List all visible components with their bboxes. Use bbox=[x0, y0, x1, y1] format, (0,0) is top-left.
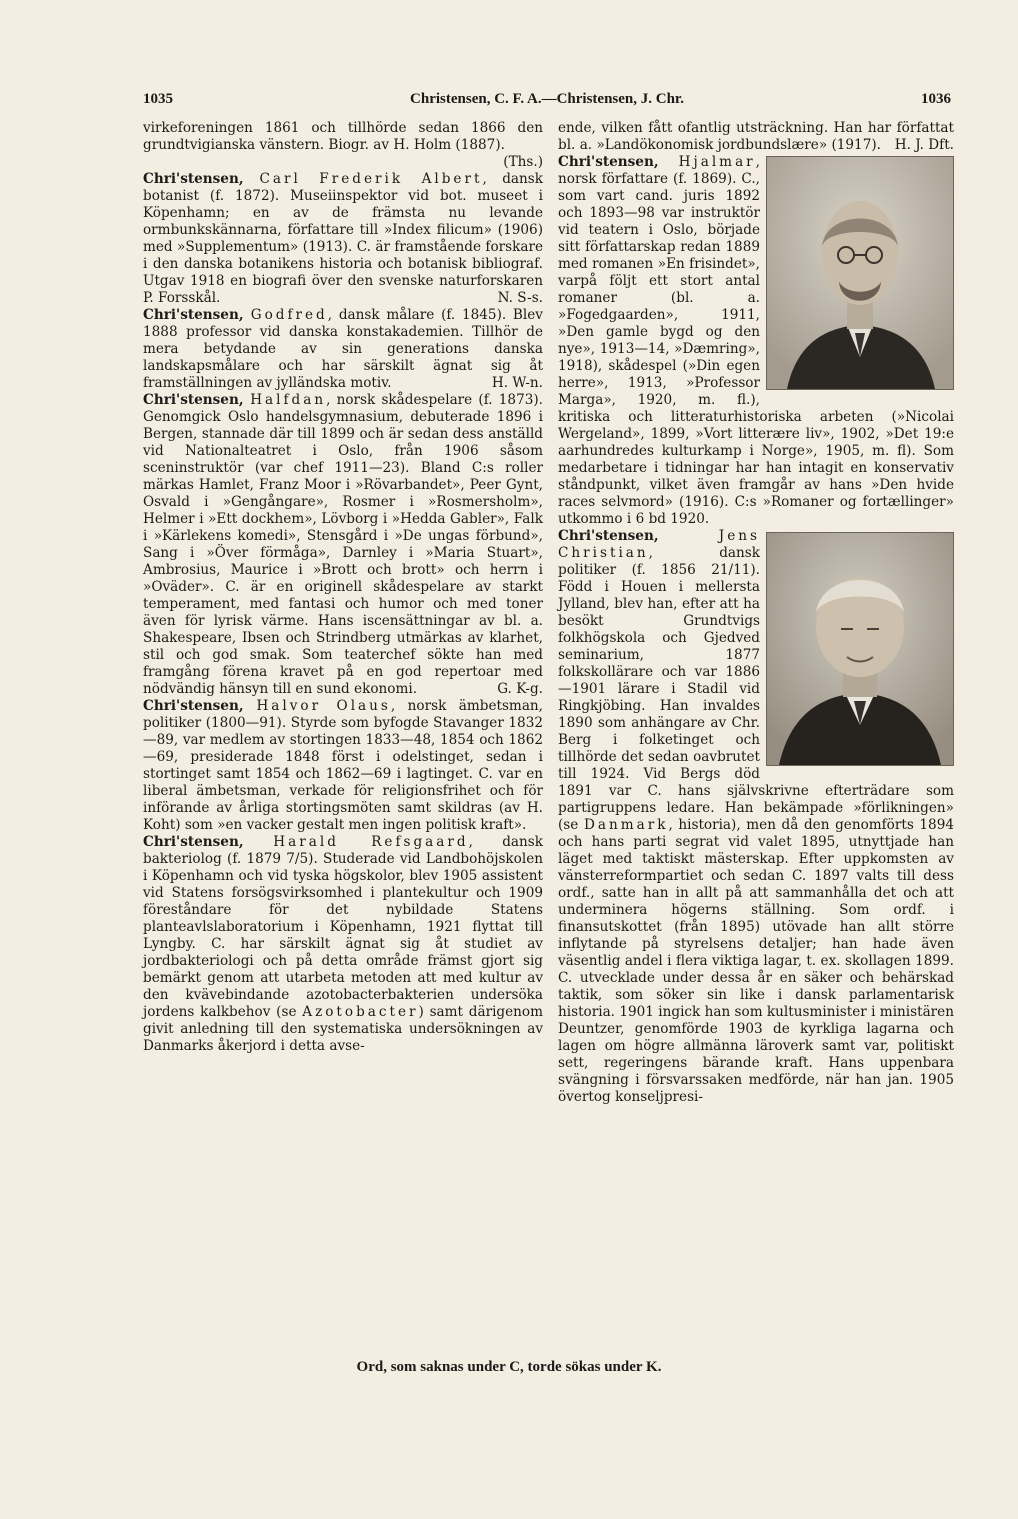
entry-headword: Chri'stensen, bbox=[143, 834, 274, 850]
entry-given-names: Hjalmar bbox=[678, 154, 756, 170]
page-number-right: 1036 bbox=[921, 91, 951, 107]
entry-headword: Chri'stensen, bbox=[558, 528, 719, 544]
entry-headword: Chri'stensen, bbox=[143, 698, 257, 714]
signature: H. W-n. bbox=[491, 375, 543, 391]
entry-continuation: ende, vilken fått ofantlig utsträckning. Han har författat bl. a. »Landökonomisk jordbundslære» (1917). H. J. Dft. bbox=[558, 120, 954, 153]
entry-headword: Chri'stensen, bbox=[558, 154, 679, 170]
entry-jens-christian: Chri'stensen, Jens Christian, dansk politiker (f. 1856 21/11). Född i Houen i mellersta Jylland, blev han, efter att ha besökt Grundtvigs folkhögskola och Gjedved seminarium, 1877 folkskollärare och var 1886—1901 lärare i Stadil vid Ringkjöbing. Han invaldes 1890 som anhängare av Chr. Berg i folketinget och tillhörde det sedan oavbrutet till 1924. Vid Bergs död 1891 var C. hans självskrivne efterträdare som partigruppens ledare. Han bekämpade »förlikningen» (se Danmark, historia), men då den genomförts 1894 och hans parti segrat vid valet 1895, utnyttjade han läget med taktiskt mästerskap. Efter uppkomsten av vänsterreformpartiet och sedan C. 1897 valts till dess ordf., satte han in allt på att sammanhålla det och att underminera högerns ställning. Som ordf. i finansutskottet (från 1895) utövade han allt större inflytande på styrelsens detaljer; han hade även väsentlig andel i flera viktiga lagar, t. ex. skollagen 1899. C. utvecklade under dessa år en säker och behärskad taktik, som söker sin like i dansk parlamentarisk historia. 1901 ingick han som kultusminister i ministären Deuntzer, genomförde 1903 de kyrkliga lagarna och lagen om högre allmänna läroverk samt var, politiskt sett, regeringens bärande kraft. Hans uppenbara svängning i försvarssaken medförde, när han jan. 1905 övertog konseljpresi- bbox=[558, 528, 954, 1105]
signature: G. K-g. bbox=[497, 681, 543, 697]
entry-continuation: virkeforeningen 1861 och tillhörde sedan 1866 den grundtvigianska vänstern. Biogr. av H. Holm (1887). (Ths.) bbox=[143, 120, 543, 170]
entry-headword: Chri'stensen, bbox=[143, 392, 251, 408]
running-title: Christensen, C. F. A.—Christensen, J. Chr. bbox=[410, 91, 684, 107]
entry-headword: Chri'stensen, bbox=[143, 307, 251, 323]
entry-headword: Chri'stensen, bbox=[143, 171, 260, 187]
page-header bbox=[143, 91, 951, 111]
portrait-jens-christian-christensen bbox=[766, 532, 954, 766]
entry-given-names: Harald Refsgaard bbox=[273, 834, 469, 850]
entry-given-names: Halvor Olaus bbox=[256, 698, 391, 714]
entry-godfred: Chri'stensen, Godfred, dansk målare (f. 1845). Blev 1888 professor vid danska konstakademien. Tillhör de mera betydande av sin generations danska landskapsmålare och har särskilt ägnat sig åt framställningen av jylländska motiv. H. W-n. bbox=[143, 307, 543, 391]
right-column bbox=[558, 120, 954, 1106]
cross-reference: Danmark bbox=[583, 817, 669, 833]
entry-harald-refsgaard: Chri'stensen, Harald Refsgaard, dansk bakteriolog (f. 1879 7/5). Studerade vid Landbohöjskolen i Köpenhamn och vid tyska högskolor, blev 1905 assistent vid Statens forsögsvirksomhed i plantekultur och 1909 föreståndare för det nybildade Statens planteavlslaboratorium i Köpenhamn, 1921 flyttat till Lyngby. C. har särskilt ägnat sig åt studiet av jordbakteriologi och på detta område främst gjort sig bemärkt genom att utarbeta metoden att med kultur av den kvävebindande azotobacterbakterien undersöka jordens kalkbehov (se Azotobacter) samt därigenom givit anledning till den systematiska undersökningen av Danmarks åkerjord i detta avse- bbox=[143, 834, 543, 1054]
page-number-left: 1035 bbox=[143, 91, 173, 107]
portrait-photo-icon bbox=[767, 533, 953, 765]
footer-note: Ord, som saknas under C, torde sökas under K. bbox=[356, 1359, 662, 1375]
left-column bbox=[143, 120, 543, 1055]
signature: (Ths.) bbox=[503, 154, 543, 170]
portrait-hjalmar-christensen bbox=[766, 156, 954, 390]
entry-given-names: Jens Christian bbox=[558, 528, 760, 561]
entry-given-names: Halfdan bbox=[250, 392, 327, 408]
signature: H. J. Dft. bbox=[894, 137, 954, 153]
entry-hjalmar: Chri'stensen, Hjalmar, norsk författare (f. 1869). C., som vart cand. juris 1892 och 1893—98 var instruktör vid teatern i Oslo, började sitt författarskap redan 1889 med romanen »En frisindet», varpå följt ett stort antal romaner (bl. a. »Fogedgaarden», 1911, »Den gamle bygd og den nye», 1913—14, »Dæmring», 1918), skådespel (»Din egen herre», 1913, »Professor Marga», 1920, m. fl.), kritiska och litteraturhistoriska arbeten (»Nicolai Wergeland», 1899, »Vort litterære liv», 1902, »Det 19:e aarhundredes kulturkamp i Norge», 1905, m. fl). Som medarbetare i tidningar har han intagit en konservativ ståndpunkt, vilket även framgår av hans »Den hvide races selvmord» (1916). C:s »Romaner og fortællinger» utkommo i 6 bd 1920. bbox=[558, 154, 954, 527]
entry-halfdan: Chri'stensen, Halfdan, norsk skådespelare (f. 1873). Genomgick Oslo handelsgymnasium, debuterade 1896 i Bergen, stannade där till 1899 och är sedan dess anställd vid Nationalteatret i Oslo, från 1906 såsom sceninstruktör (var chef 1911—23). Bland C:s roller märkas Hamlet, Franz Moor i »Rövarbandet», Peer Gynt, Osvald i »Gengångare», Rosmer i »Rosmersholm», Helmer i »Ett dockhem», Lövborg i »Hedda Gabler», Falk i »Kärlekens komedi», Stensgård i »De ungas förbund», Sang i »Över förmåga», Darnley i »Maria Stuart», Ambrosius, Maurice i »Brott och brott» och herrn i »Oväder». C. är en originell skådespelare av starkt temperament, med fantasi och humor och med toner även för lyrisk värme. Hans iscensättningar av bl. a. Shakespeare, Ibsen och Strindberg utmärkas av klarhet, stil och god smak. Som teaterchef sökte han med framgång förena kravet på en god repertoar med nödvändig hänsyn till en sund ekonomi. G. K-g. bbox=[143, 392, 543, 697]
entry-halvor-olaus: Chri'stensen, Halvor Olaus, norsk ämbetsman, politiker (1800—91). Styrde som byfogde Stavanger 1832—89, var medlem av stortingen 1833—48, 1854 och 1862—69, presiderade 1848 först i odelstinget, sedan i stortinget samt 1854 och 1862—69 i lagtinget. C. var en liberal ämbetsman, verkade för religionsfrihet och för införande av årliga stortingsmöten samt skildras (av H. Koht) som »en vacker gestalt men ingen politisk kraft». bbox=[143, 698, 543, 833]
entry-given-names: Carl Frederik Albert bbox=[259, 171, 483, 187]
signature: N. S-s. bbox=[497, 290, 543, 306]
entry-carl-frederik-albert: Chri'stensen, Carl Frederik Albert, dansk botanist (f. 1872). Museiinspektor vid bot. museet i Köpenhamn; en av de främsta nu levande ormbunkskännarna, författare till »Index filicum» (1906) med »Supplementum» (1913). C. är framstående forskare i den danska botanikens historia och botanisk bibliograf. Utgav 1918 en biografi över den svenske naturforskaren P. Forsskål. N. S-s. bbox=[143, 171, 544, 306]
cross-reference: Azotobacter bbox=[302, 1004, 419, 1020]
entry-given-names: Godfred bbox=[250, 307, 328, 323]
portrait-photo-icon bbox=[767, 157, 953, 389]
